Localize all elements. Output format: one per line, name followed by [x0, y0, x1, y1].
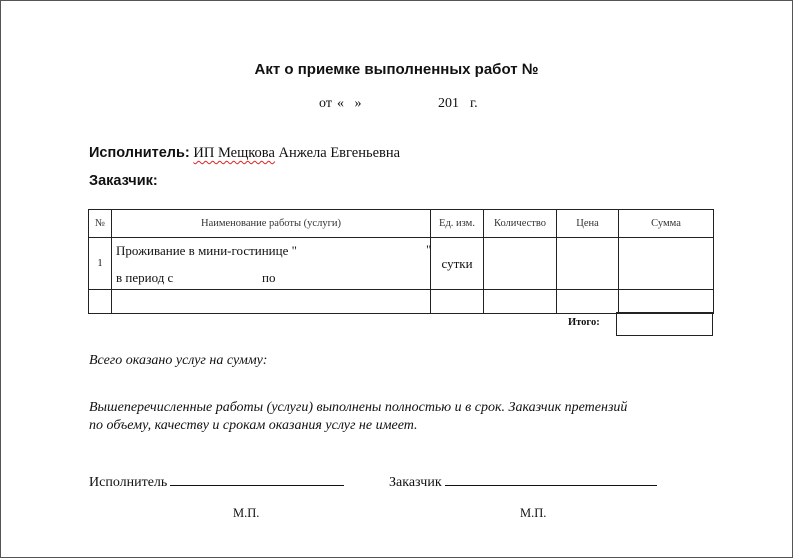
- service-line1: Проживание в мини-гостинице ": [116, 243, 297, 258]
- total-label: Итого:: [568, 317, 600, 328]
- customer-label: Заказчик:: [89, 173, 158, 189]
- executor-signature-label: Исполнитель: [89, 475, 168, 490]
- customer-signature-line: [445, 471, 657, 486]
- table-row: [89, 238, 714, 290]
- customer-line: [89, 173, 158, 190]
- executor-line: [89, 145, 400, 162]
- header-num: №: [89, 210, 112, 238]
- empty-cell: [89, 290, 112, 314]
- empty-cell: [557, 290, 619, 314]
- row-quantity: [484, 238, 557, 290]
- statement-line2: по объему, качеству и срокам оказания услуг не имеет.: [89, 418, 418, 433]
- header-unit: Ед. изм.: [431, 210, 484, 238]
- row-price: [557, 238, 619, 290]
- table-header-row: [89, 210, 714, 238]
- empty-cell: [484, 290, 557, 314]
- header-name: Наименование работы (услуги): [112, 210, 431, 238]
- table-row: [89, 290, 714, 314]
- date-year-suffix: г.: [470, 96, 478, 111]
- empty-cell: [619, 290, 714, 314]
- act-title: Акт о приемке выполненных работ №: [254, 61, 539, 78]
- stamp-right: М.П.: [520, 506, 547, 520]
- empty-cell: [431, 290, 484, 314]
- executor-signature: [89, 471, 344, 491]
- header-sum: Сумма: [619, 210, 714, 238]
- customer-signature-label: Заказчик: [389, 475, 442, 490]
- date-from: от: [319, 96, 332, 111]
- service-period-from: в период с: [116, 270, 174, 285]
- customer-signature: [389, 471, 657, 491]
- executor-signature-line: [170, 471, 344, 486]
- row-num: 1: [89, 238, 112, 290]
- header-price: Цена: [557, 210, 619, 238]
- date-quotes: « »: [337, 96, 362, 111]
- sum-text: Всего оказано услуг на сумму:: [89, 353, 268, 368]
- stamp-left: М.П.: [233, 506, 260, 520]
- date-year: 201: [438, 96, 459, 111]
- row-service-name: [112, 238, 431, 290]
- executor-name: Анжела Евгеньевна: [278, 145, 401, 161]
- executor-surname: ИП Мещкова: [193, 145, 275, 161]
- row-sum: [619, 238, 714, 290]
- statement-line1: Вышеперечисленные работы (услуги) выполнены полностью и в срок. Заказчик претензий: [89, 400, 628, 415]
- works-table: [88, 209, 714, 314]
- row-unit: сутки: [431, 238, 484, 290]
- service-period-to: по: [262, 270, 276, 285]
- executor-label: Исполнитель:: [89, 145, 190, 161]
- service-quote-close: ": [426, 242, 432, 257]
- total-value-box: [616, 312, 713, 336]
- header-quantity: Количество: [484, 210, 557, 238]
- empty-cell: [112, 290, 431, 314]
